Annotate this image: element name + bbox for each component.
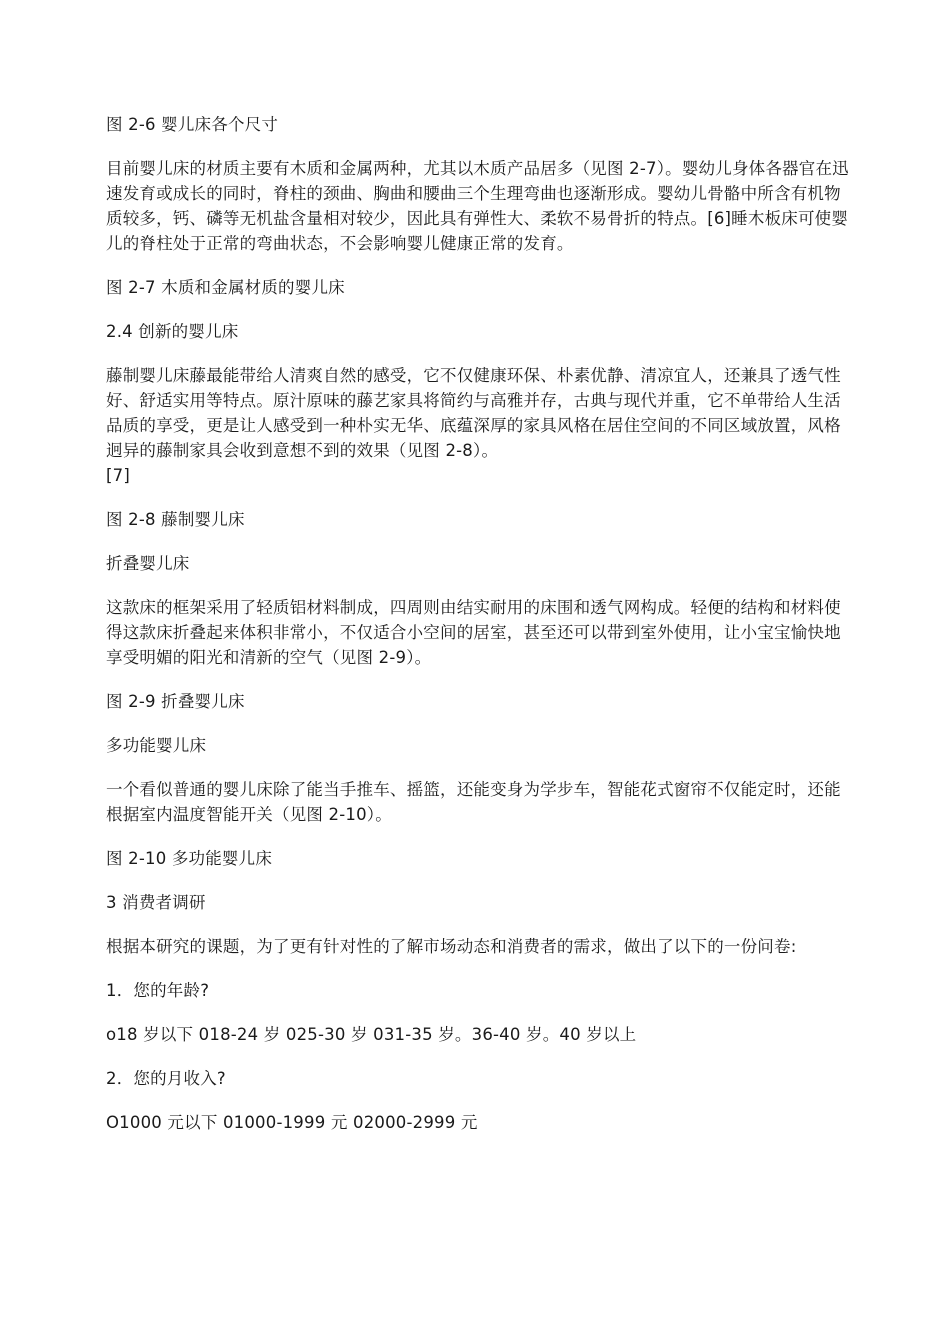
figure-caption-2-6: 图 2-6 婴儿床各个尺寸 (106, 115, 279, 134)
figure-caption-2-7: 图 2-7 木质和金属材质的婴儿床 (106, 278, 345, 297)
paragraph-material: 目前婴儿床的材质主要有木质和金属两种，尤其以木质产品居多（见图 2-7）。婴幼儿身体各器官在迅速发育或成长的同时，脊柱的颈曲、胸曲和腰曲三个生理弯曲也逐渐形成。婴幼儿骨骼中所含有机物质较多，钙、磷等无机盐含量相对较少，因此具有弹性大、柔软不易骨折的特点。[6]睡木板床可使婴儿的脊柱处于正常的弯曲状态，不会影响婴儿健康正常的发育。 (106, 159, 849, 253)
paragraph-rattan: 藤制婴儿床藤最能带给人清爽自然的感受，它不仅健康环保、朴素优静、清凉宜人，还兼具了透气性好、舒适实用等特点。原汁原味的藤艺家具将简约与高雅并存，古典与现代并重，它不单带给人生活品质的享受，更是让人感受到一种朴实无华、底蕴深厚的家具风格在居住空间的不同区域放置，风格迥异的藤制家具会收到意想不到的效果（见图 2-8）。 (106, 366, 841, 460)
question-1-options: o18 岁以下 018-24 岁 025-30 岁 031-35 岁。36-40 岁。40 岁以上 (106, 1025, 637, 1044)
figure-caption-2-10: 图 2-10 多功能婴儿床 (106, 849, 273, 868)
section-heading-2-4: 2.4 创新的婴儿床 (106, 322, 239, 341)
question-2-options: O1000 元以下 01000-1999 元 02000-2999 元 (106, 1113, 478, 1132)
subheading-multifunction-crib: 多功能婴儿床 (106, 736, 207, 755)
paragraph-multifunction: 一个看似普通的婴儿床除了能当手推车、摇篮，还能变身为学步车，智能花式窗帘不仅能定时，还能根据室内温度智能开关（见图 2-10）。 (106, 780, 841, 824)
figure-caption-2-9: 图 2-9 折叠婴儿床 (106, 692, 245, 711)
paragraph-survey-intro: 根据本研究的课题，为了更有针对性的了解市场动态和消费者的需求，做出了以下的一份问卷: (106, 937, 797, 956)
question-1: 1．您的年龄? (106, 981, 210, 1000)
section-heading-3: 3 消费者调研 (106, 893, 206, 912)
figure-caption-2-8: 图 2-8 藤制婴儿床 (106, 510, 245, 529)
subheading-folding-crib: 折叠婴儿床 (106, 554, 190, 573)
reference-marker: [7] (106, 466, 130, 485)
paragraph-folding: 这款床的框架采用了轻质铝材料制成，四周则由结实耐用的床围和透气网构成。轻便的结构和材料使得这款床折叠起来体积非常小，不仅适合小空间的居室，甚至还可以带到室外使用，让小宝宝愉快地享受明媚的阳光和清新的空气（见图 2-9）。 (106, 598, 841, 667)
question-2: 2．您的月收入? (106, 1069, 226, 1088)
